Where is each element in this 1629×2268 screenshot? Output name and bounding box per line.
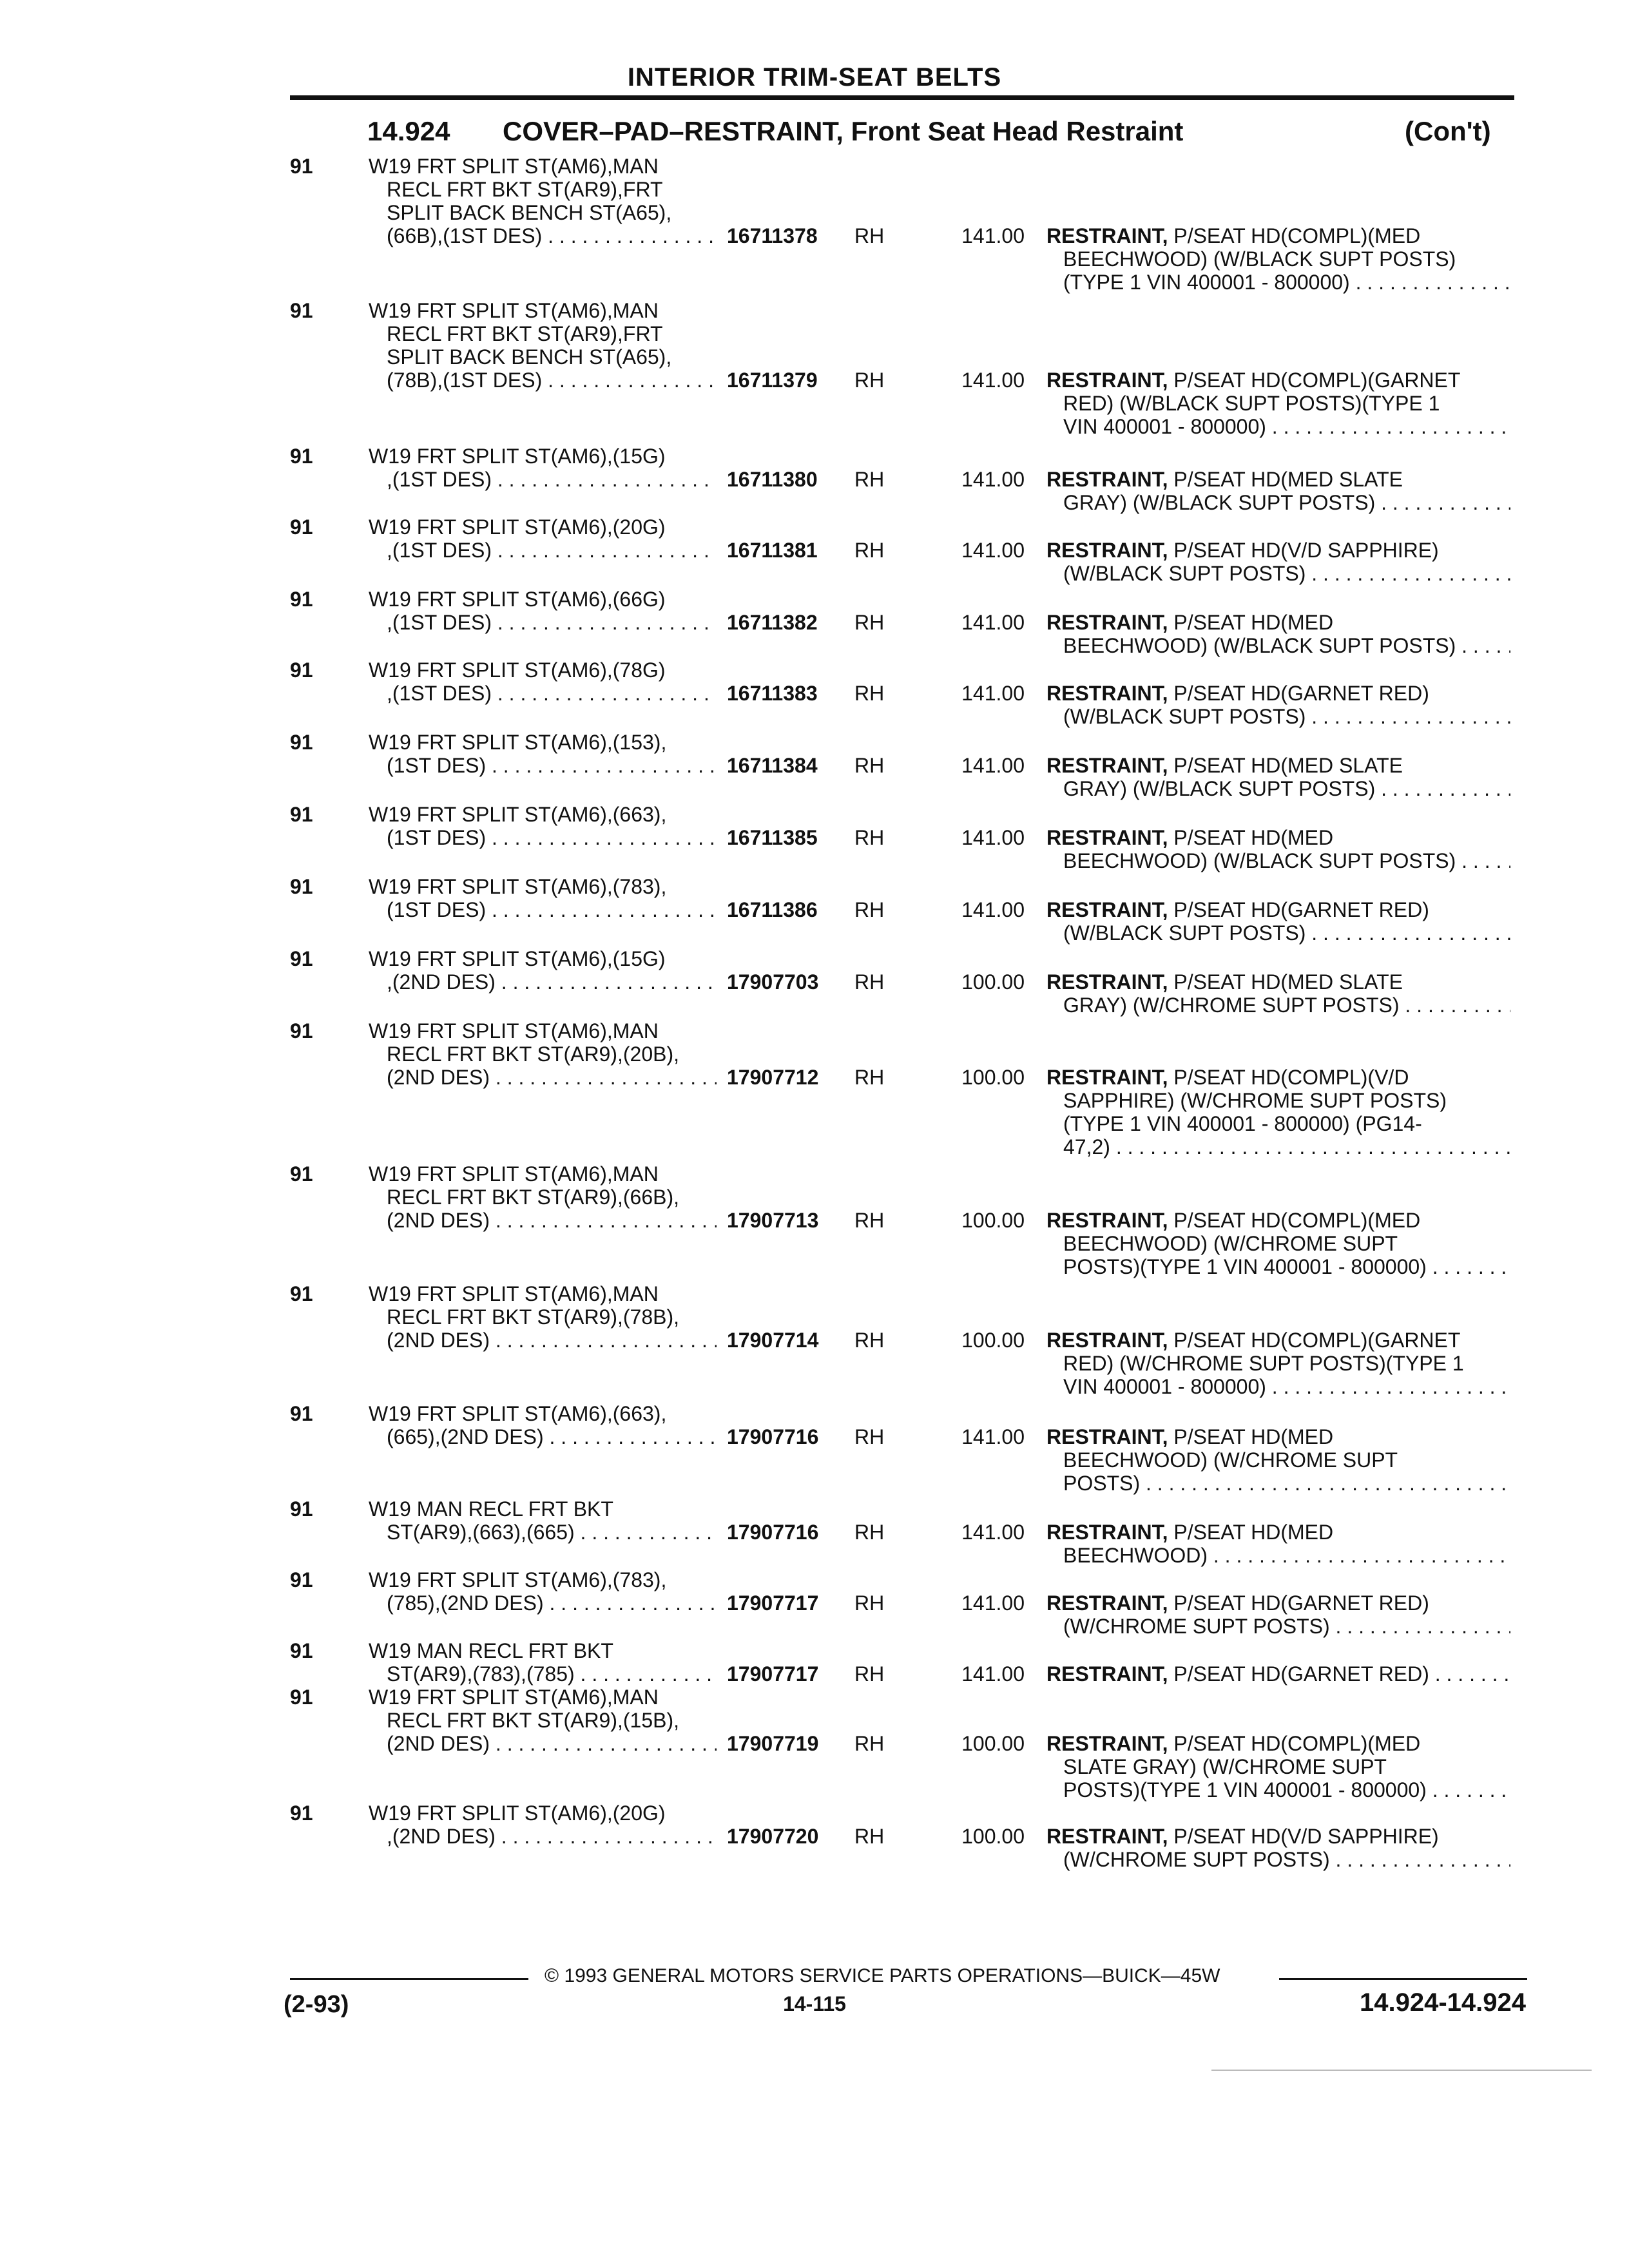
description-line <box>1046 682 1510 705</box>
application-text <box>369 515 717 562</box>
application-line: (1ST DES) . . . <box>369 754 717 777</box>
application-line: W19 FRT SPLIT ST(AM6),(20G) <box>369 515 666 539</box>
application-line: (66B),(1ST DES) . . . <box>369 224 717 247</box>
application-line: W19 FRT SPLIT ST(AM6),(78G) <box>369 658 666 682</box>
application-text <box>369 1686 717 1755</box>
description-keyword: RESTRAINT, <box>1046 611 1168 634</box>
side-code: RH <box>854 369 885 392</box>
application-line: W19 FRT SPLIT ST(AM6),(15G) <box>369 445 666 468</box>
part-description <box>1046 826 1510 872</box>
application-text <box>369 445 717 491</box>
description-line: BEECHWOOD) (W/CHROME SUPT <box>1063 1232 1398 1255</box>
application-line: RECL FRT BKT ST(AR9),FRT <box>387 178 663 201</box>
part-description <box>1046 970 1510 1017</box>
part-description <box>1046 539 1510 585</box>
description-line <box>1046 970 1510 994</box>
description-line: BEECHWOOD) (W/BLACK SUPT POSTS) . . . <box>1046 849 1510 872</box>
application-text <box>369 731 717 777</box>
application-line: W19 FRT SPLIT ST(AM6),(153), <box>369 731 667 754</box>
part-description <box>1046 1732 1510 1802</box>
section-continued: (Con't) <box>1405 116 1491 146</box>
application-text <box>369 1019 717 1089</box>
side-code: RH <box>854 898 885 921</box>
part-number: 16711386 <box>727 898 818 921</box>
part-description <box>1046 1521 1510 1567</box>
description-line: BEECHWOOD) (W/CHROME SUPT <box>1063 1448 1398 1472</box>
part-number: 16711382 <box>727 611 818 634</box>
footer-rule-right <box>1279 1978 1527 1980</box>
part-number: 16711384 <box>727 754 818 777</box>
footer-copyright: © 1993 GENERAL MOTORS SERVICE PARTS OPERATIONS—BUICK—45W <box>545 1965 1220 1986</box>
description-text: P/SEAT HD(V/D SAPPHIRE) <box>1173 539 1439 562</box>
description-line: RED) (W/CHROME SUPT POSTS)(TYPE 1 <box>1063 1352 1464 1375</box>
description-keyword: RESTRAINT, <box>1046 1732 1168 1755</box>
model-year: 91 <box>290 1568 313 1591</box>
description-text: P/SEAT HD(MED SLATE <box>1173 970 1403 994</box>
part-number: 17907716 <box>727 1425 819 1448</box>
description-text: P/SEAT HD(COMPL)(GARNET <box>1173 369 1461 392</box>
description-text: P/SEAT HD(MED <box>1173 826 1334 849</box>
part-description <box>1046 1066 1510 1158</box>
section-number: 14.924 <box>367 116 450 146</box>
part-number: 16711379 <box>727 369 818 392</box>
part-description <box>1046 1591 1510 1638</box>
section-title: COVER–PAD–RESTRAINT, Front Seat Head Restraint <box>503 116 1184 146</box>
model-year: 91 <box>290 875 313 898</box>
description-keyword: RESTRAINT, <box>1046 369 1168 392</box>
description-keyword: RESTRAINT, <box>1046 539 1168 562</box>
description-line: POSTS)(TYPE 1 VIN 400001 - 800000) . . . <box>1046 1778 1510 1802</box>
page-header-title: INTERIOR TRIM-SEAT BELTS <box>627 63 1002 91</box>
scan-artifact-line <box>1211 2070 1592 2071</box>
application-line: ,(1ST DES) . . . <box>369 682 717 705</box>
side-code: RH <box>854 539 885 562</box>
description-text: P/SEAT HD(COMPL)(MED <box>1173 1732 1421 1755</box>
side-code: RH <box>854 611 885 634</box>
side-code: RH <box>854 1825 885 1848</box>
description-line: BEECHWOOD) . . . <box>1046 1544 1510 1567</box>
description-line <box>1046 754 1510 777</box>
part-description <box>1046 1209 1510 1278</box>
description-line <box>1046 898 1510 921</box>
description-line <box>1046 826 1510 849</box>
application-text <box>369 155 717 247</box>
side-code: RH <box>854 468 885 491</box>
application-line: W19 FRT SPLIT ST(AM6),MAN <box>369 299 659 322</box>
application-line: (2ND DES) . . . <box>369 1732 717 1755</box>
application-line: (2ND DES) . . . <box>369 1066 717 1089</box>
part-number: 16711378 <box>727 224 818 247</box>
description-keyword: RESTRAINT, <box>1046 468 1168 491</box>
description-line: (TYPE 1 VIN 400001 - 800000) . . . <box>1046 271 1510 294</box>
application-line: W19 FRT SPLIT ST(AM6),(66G) <box>369 588 666 611</box>
part-description <box>1046 1425 1510 1495</box>
description-line <box>1046 1066 1510 1089</box>
part-description <box>1046 898 1510 945</box>
part-number: 17907703 <box>727 970 819 994</box>
model-year: 91 <box>290 1639 313 1662</box>
description-text: P/SEAT HD(V/D SAPPHIRE) <box>1173 1825 1439 1848</box>
price: 141.00 <box>961 682 1025 705</box>
description-keyword: RESTRAINT, <box>1046 224 1168 247</box>
description-line: VIN 400001 - 800000) . . . <box>1046 1375 1510 1398</box>
application-text <box>369 947 717 994</box>
application-line: ,(1ST DES) . . . <box>369 611 717 634</box>
application-text <box>369 803 717 849</box>
price: 141.00 <box>961 539 1025 562</box>
application-line: RECL FRT BKT ST(AR9),(78B), <box>387 1305 680 1329</box>
application-line: ST(AR9),(663),(665) . . . <box>369 1521 717 1544</box>
footer-section-range: 14.924-14.924 <box>1359 1988 1526 2017</box>
description-line: POSTS) . . . <box>1046 1472 1510 1495</box>
price: 141.00 <box>961 369 1025 392</box>
model-year: 91 <box>290 588 313 611</box>
application-line: RECL FRT BKT ST(AR9),(15B), <box>387 1709 680 1732</box>
description-text: P/SEAT HD(MED <box>1173 611 1334 634</box>
part-description <box>1046 1662 1510 1686</box>
application-line: W19 FRT SPLIT ST(AM6),MAN <box>369 1019 659 1043</box>
application-line: (78B),(1ST DES) . . . <box>369 369 717 392</box>
description-keyword: RESTRAINT, <box>1046 682 1168 705</box>
description-line <box>1046 1329 1510 1352</box>
description-keyword: RESTRAINT, <box>1046 1209 1168 1232</box>
model-year: 91 <box>290 1402 313 1425</box>
model-year: 91 <box>290 1162 313 1186</box>
description-line: GRAY) (W/BLACK SUPT POSTS) . . . <box>1046 777 1510 800</box>
description-line: (TYPE 1 VIN 400001 - 800000) (PG14- <box>1063 1112 1422 1135</box>
application-line: (1ST DES) . . . <box>369 826 717 849</box>
part-description <box>1046 224 1510 294</box>
model-year: 91 <box>290 1282 313 1305</box>
price: 100.00 <box>961 1066 1025 1089</box>
side-code: RH <box>854 1066 885 1089</box>
header-rule <box>290 95 1514 100</box>
application-line: W19 FRT SPLIT ST(AM6),MAN <box>369 1162 659 1186</box>
side-code: RH <box>854 1732 885 1755</box>
part-description <box>1046 1329 1510 1398</box>
application-line: ST(AR9),(783),(785) . . . <box>369 1662 717 1686</box>
application-line: W19 MAN RECL FRT BKT <box>369 1639 613 1662</box>
description-line: BEECHWOOD) (W/BLACK SUPT POSTS) <box>1063 247 1456 271</box>
application-line: W19 FRT SPLIT ST(AM6),(15G) <box>369 947 666 970</box>
side-code: RH <box>854 682 885 705</box>
part-number: 17907713 <box>727 1209 819 1232</box>
part-number: 17907717 <box>727 1662 819 1686</box>
model-year: 91 <box>290 803 313 826</box>
description-keyword: RESTRAINT, <box>1046 1066 1168 1089</box>
description-line: GRAY) (W/CHROME SUPT POSTS) . . . <box>1046 994 1510 1017</box>
model-year: 91 <box>290 445 313 468</box>
part-description <box>1046 611 1510 657</box>
description-keyword: RESTRAINT, <box>1046 1662 1168 1686</box>
part-number: 17907716 <box>727 1521 819 1544</box>
price: 141.00 <box>961 1521 1025 1544</box>
application-line: SPLIT BACK BENCH ST(A65), <box>387 201 672 224</box>
application-text <box>369 1282 717 1352</box>
section-heading <box>367 116 1491 147</box>
application-text <box>369 1497 717 1544</box>
description-line: BEECHWOOD) (W/BLACK SUPT POSTS) . . . <box>1046 634 1510 657</box>
application-line: ,(2ND DES) . . . <box>369 970 717 994</box>
description-keyword: RESTRAINT, <box>1046 1825 1168 1848</box>
description-text: P/SEAT HD(MED <box>1173 1521 1334 1544</box>
application-line: ,(1ST DES) . . . <box>369 539 717 562</box>
description-line: 47,2) . . . <box>1046 1135 1510 1158</box>
description-keyword: RESTRAINT, <box>1046 754 1168 777</box>
application-line: (665),(2ND DES) . . . <box>369 1425 717 1448</box>
price: 141.00 <box>961 1425 1025 1448</box>
application-line: W19 MAN RECL FRT BKT <box>369 1497 613 1521</box>
part-number: 16711380 <box>727 468 818 491</box>
description-line <box>1046 1662 1510 1686</box>
part-number: 16711383 <box>727 682 818 705</box>
description-line: (W/CHROME SUPT POSTS) . . . <box>1046 1615 1510 1638</box>
application-text <box>369 1402 717 1448</box>
description-line <box>1046 369 1510 392</box>
model-year: 91 <box>290 299 313 322</box>
side-code: RH <box>854 1521 885 1544</box>
application-text <box>369 588 717 634</box>
description-line <box>1046 611 1510 634</box>
footer-page-number: 14-115 <box>783 1992 846 2015</box>
description-line: (W/BLACK SUPT POSTS) . . . <box>1046 705 1510 728</box>
part-number: 17907719 <box>727 1732 819 1755</box>
price: 100.00 <box>961 1825 1025 1848</box>
application-line: W19 FRT SPLIT ST(AM6),MAN <box>369 1686 659 1709</box>
description-line <box>1046 224 1510 247</box>
description-line <box>1046 1732 1510 1755</box>
application-line: W19 FRT SPLIT ST(AM6),MAN <box>369 1282 659 1305</box>
description-keyword: RESTRAINT, <box>1046 1591 1168 1615</box>
description-line <box>1046 539 1510 562</box>
price: 100.00 <box>961 970 1025 994</box>
description-text: P/SEAT HD(MED SLATE <box>1173 754 1403 777</box>
application-line: W19 FRT SPLIT ST(AM6),MAN <box>369 155 659 178</box>
application-line: RECL FRT BKT ST(AR9),(66B), <box>387 1186 680 1209</box>
price: 141.00 <box>961 611 1025 634</box>
description-keyword: RESTRAINT, <box>1046 898 1168 921</box>
model-year: 91 <box>290 155 313 178</box>
part-number: 17907712 <box>727 1066 819 1089</box>
description-line: VIN 400001 - 800000) . . . <box>1046 415 1510 438</box>
part-number: 16711385 <box>727 826 818 849</box>
application-text <box>369 658 717 705</box>
model-year: 91 <box>290 658 313 682</box>
side-code: RH <box>854 1425 885 1448</box>
application-line: (1ST DES) . . . <box>369 898 717 921</box>
description-line: (W/BLACK SUPT POSTS) . . . <box>1046 921 1510 945</box>
part-number: 17907714 <box>727 1329 819 1352</box>
application-line: (785),(2ND DES) . . . <box>369 1591 717 1615</box>
description-text: P/SEAT HD(COMPL)(MED <box>1173 224 1421 247</box>
model-year: 91 <box>290 1019 313 1043</box>
price: 100.00 <box>961 1329 1025 1352</box>
price: 141.00 <box>961 754 1025 777</box>
application-line: W19 FRT SPLIT ST(AM6),(663), <box>369 803 667 826</box>
side-code: RH <box>854 1662 885 1686</box>
side-code: RH <box>854 1329 885 1352</box>
description-text: P/SEAT HD(COMPL)(GARNET <box>1173 1329 1461 1352</box>
price: 141.00 <box>961 1591 1025 1615</box>
application-text <box>369 1802 717 1848</box>
description-line <box>1046 1825 1510 1848</box>
side-code: RH <box>854 826 885 849</box>
model-year: 91 <box>290 947 313 970</box>
description-keyword: RESTRAINT, <box>1046 1521 1168 1544</box>
part-description <box>1046 682 1510 728</box>
description-text: P/SEAT HD(GARNET RED) <box>1173 1662 1429 1686</box>
description-text: P/SEAT HD(COMPL)(V/D <box>1173 1066 1409 1089</box>
application-line: W19 FRT SPLIT ST(AM6),(783), <box>369 1568 667 1591</box>
model-year: 91 <box>290 1497 313 1521</box>
description-line <box>1046 1209 1510 1232</box>
description-keyword: RESTRAINT, <box>1046 970 1168 994</box>
description-line <box>1046 468 1510 491</box>
application-line: W19 FRT SPLIT ST(AM6),(20G) <box>369 1802 666 1825</box>
price: 141.00 <box>961 224 1025 247</box>
description-keyword: RESTRAINT, <box>1046 1425 1168 1448</box>
description-line: POSTS)(TYPE 1 VIN 400001 - 800000) . . . <box>1046 1255 1510 1278</box>
price: 100.00 <box>961 1209 1025 1232</box>
application-line: (2ND DES) . . . <box>369 1329 717 1352</box>
description-line: RED) (W/BLACK SUPT POSTS)(TYPE 1 <box>1063 392 1440 415</box>
description-keyword: RESTRAINT, <box>1046 1329 1168 1352</box>
application-text <box>369 299 717 392</box>
price: 141.00 <box>961 1662 1025 1686</box>
footer-rule-left <box>290 1978 528 1980</box>
description-line: (W/BLACK SUPT POSTS) . . . <box>1046 562 1510 585</box>
application-text <box>369 875 717 921</box>
description-text: P/SEAT HD(COMPL)(MED <box>1173 1209 1421 1232</box>
price: 141.00 <box>961 898 1025 921</box>
description-text: P/SEAT HD(MED SLATE <box>1173 468 1403 491</box>
part-number: 16711381 <box>727 539 818 562</box>
application-text <box>369 1639 717 1686</box>
model-year: 91 <box>290 1802 313 1825</box>
part-description <box>1046 369 1510 438</box>
part-number: 17907720 <box>727 1825 819 1848</box>
description-text: P/SEAT HD(GARNET RED) <box>1173 682 1429 705</box>
model-year: 91 <box>290 1686 313 1709</box>
description-line: SAPPHIRE) (W/CHROME SUPT POSTS) <box>1063 1089 1447 1112</box>
price: 141.00 <box>961 468 1025 491</box>
application-line: W19 FRT SPLIT ST(AM6),(663), <box>369 1402 667 1425</box>
description-text: P/SEAT HD(MED <box>1173 1425 1334 1448</box>
application-text <box>369 1162 717 1232</box>
application-line: ,(1ST DES) . . . <box>369 468 717 491</box>
side-code: RH <box>854 1591 885 1615</box>
side-code: RH <box>854 1209 885 1232</box>
application-line: (2ND DES) . . . <box>369 1209 717 1232</box>
part-description <box>1046 468 1510 514</box>
description-line <box>1046 1591 1510 1615</box>
description-line: SLATE GRAY) (W/CHROME SUPT <box>1063 1755 1387 1778</box>
model-year: 91 <box>290 731 313 754</box>
side-code: RH <box>854 970 885 994</box>
description-line: (W/CHROME SUPT POSTS) . . . <box>1046 1848 1510 1871</box>
price: 141.00 <box>961 826 1025 849</box>
description-text: P/SEAT HD(GARNET RED) <box>1173 1591 1429 1615</box>
description-line <box>1046 1521 1510 1544</box>
description-text: P/SEAT HD(GARNET RED) <box>1173 898 1429 921</box>
description-line <box>1046 1425 1510 1448</box>
application-line: W19 FRT SPLIT ST(AM6),(783), <box>369 875 667 898</box>
side-code: RH <box>854 224 885 247</box>
description-line: GRAY) (W/BLACK SUPT POSTS) . . . <box>1046 491 1510 514</box>
footer-date-code: (2-93) <box>284 1991 349 2018</box>
model-year: 91 <box>290 515 313 539</box>
part-description <box>1046 754 1510 800</box>
application-line: SPLIT BACK BENCH ST(A65), <box>387 345 672 369</box>
part-description <box>1046 1825 1510 1871</box>
application-line: ,(2ND DES) . . . <box>369 1825 717 1848</box>
description-keyword: RESTRAINT, <box>1046 826 1168 849</box>
application-line: RECL FRT BKT ST(AR9),FRT <box>387 322 663 345</box>
price: 100.00 <box>961 1732 1025 1755</box>
application-line: RECL FRT BKT ST(AR9),(20B), <box>387 1043 680 1066</box>
side-code: RH <box>854 754 885 777</box>
application-text <box>369 1568 717 1615</box>
part-number: 17907717 <box>727 1591 819 1615</box>
